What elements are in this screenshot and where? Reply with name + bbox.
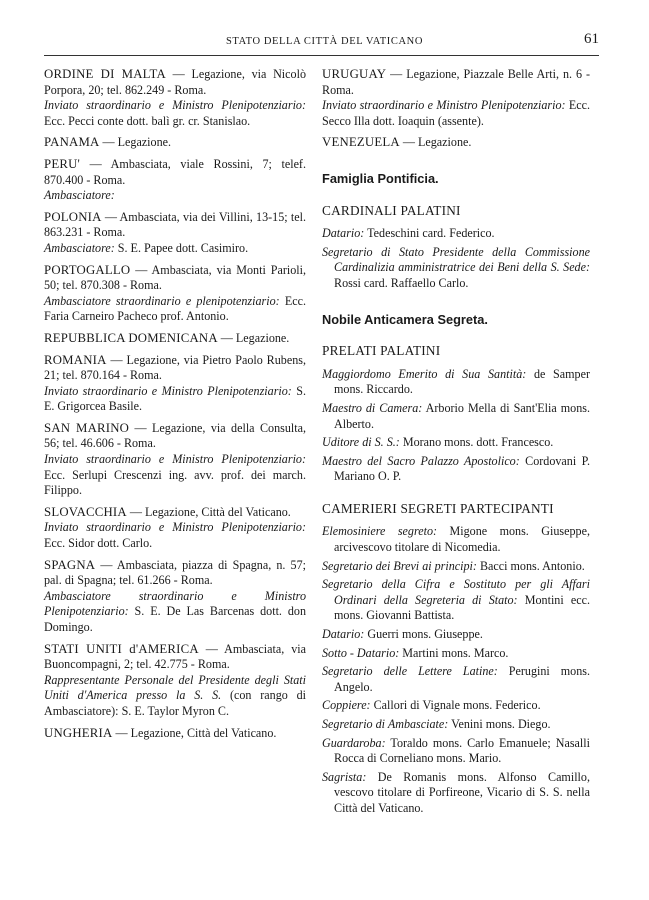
entry-person: Ecc. Serlupi Crescenzi ing. avv. prof. dei march. Filippo. xyxy=(44,467,306,498)
item-person: Callori di Vignale mons. Federico. xyxy=(370,698,541,713)
item-role: Coppiere: xyxy=(322,698,371,713)
entry-text: — Legazione, Piazzale Belle Arti, n. 6 - Roma. xyxy=(322,67,590,97)
list-item xyxy=(322,435,590,451)
entry-role: Inviato straordinario e Ministro Plenipotenziario: xyxy=(44,383,292,398)
entry-name: URUGUAY xyxy=(322,67,387,81)
list-item xyxy=(322,401,590,432)
entry-name: SPAGNA xyxy=(44,557,96,572)
entry-name: ROMANIA xyxy=(44,352,107,367)
right-top-entries xyxy=(322,67,590,151)
entry-name: PANAMA xyxy=(44,135,100,150)
list-item xyxy=(322,717,590,733)
list-item xyxy=(322,770,590,817)
directory-entry xyxy=(44,642,306,720)
page-number: 61 xyxy=(584,31,599,47)
subheading-cardinali: CARDINALI PALATINI xyxy=(322,202,461,218)
entry-person: S. E. De Las Barcenas dott. don Domingo. xyxy=(44,604,306,634)
item-role: Datario: xyxy=(322,627,365,642)
entry-role: Ambasciatore: xyxy=(44,188,115,203)
entry-person: Ecc. Secco Illa dott. Ioaquin (assente). xyxy=(322,98,591,128)
entry-text: — Legazione, via della Consulta, 56; tel. 46.606 - Roma. xyxy=(44,420,306,451)
list-item xyxy=(322,627,590,643)
directory-entry xyxy=(44,421,306,499)
entry-name: STATI UNITI d'AMERICA xyxy=(44,641,199,656)
right-column xyxy=(322,67,590,820)
entry-name: VENEZUELA xyxy=(322,135,400,150)
directory-entry xyxy=(44,263,306,325)
list-item xyxy=(322,698,590,714)
directory-entry xyxy=(322,135,590,151)
entry-role: Ambasciatore: xyxy=(44,240,115,255)
entry-role: Inviato straordinario e Ministro Plenipotenziario: xyxy=(44,452,306,467)
entry-text: — Ambasciata, viale Rossini, 7; telef. 870.400 - Roma. xyxy=(44,156,306,187)
item-role: Segretario delle Lettere Latine: xyxy=(322,664,498,679)
item-person: Rossi card. Raffaello Carlo. xyxy=(334,275,469,290)
entry-text: — Ambasciata, via Buoncompagni, 2; tel. 42.775 - Roma. xyxy=(44,641,306,672)
subheading-camerieri: CAMERIERI SEGRETI PARTECIPANTI xyxy=(322,500,554,516)
item-person: Toraldo mons. Carlo Emanuele; Nasalli Rocca di Corneliano mons. Mario. xyxy=(334,735,590,766)
list-item xyxy=(322,577,590,624)
list-item xyxy=(322,646,590,662)
subheading-prelati: PRELATI PALATINI xyxy=(322,343,441,359)
item-role: Uditore di S. S.: xyxy=(322,435,400,450)
entry-name: POLONIA xyxy=(44,209,102,224)
entry-name: PERU' xyxy=(44,156,81,171)
entry-role: Inviato straordinario e Ministro Plenipotenziario: xyxy=(44,520,306,535)
directory-entry xyxy=(44,210,306,257)
entry-role: Ambasciatore straordinario e plenipotenziario: xyxy=(44,293,280,308)
item-person: de Samper mons. Riccardo. xyxy=(334,366,590,397)
entry-text: — Legazione, Città del Vaticano. xyxy=(126,504,291,519)
directory-entry xyxy=(44,67,306,129)
item-role: Maestro del Sacro Palazzo Apostolico: xyxy=(322,453,520,468)
item-role: Segretario dei Brevi ai principi: xyxy=(322,558,477,573)
list-item xyxy=(322,664,590,695)
list-item xyxy=(322,524,590,555)
directory-entry xyxy=(44,353,306,415)
directory-entry xyxy=(44,331,306,347)
entry-person: Ecc. Faria Carneiro Pacheco prof. Antonio. xyxy=(44,293,306,324)
entry-role: Inviato straordinario e Ministro Plenipotenziario: xyxy=(322,98,566,113)
entry-name: SAN MARINO xyxy=(44,420,130,435)
item-person: Venini mons. Diego. xyxy=(448,717,551,731)
item-role: Datario: xyxy=(322,226,365,241)
section-heading-famiglia: Famiglia Pontificia. xyxy=(322,170,439,186)
item-person: Cordovani P. Mariano O. P. xyxy=(334,453,590,484)
entry-name: REPUBBLICA DOMENICANA xyxy=(44,330,218,345)
item-person: Arborio Mella di Sant'Elia mons. Alberto. xyxy=(334,400,590,431)
item-role: Maestro di Camera: xyxy=(322,400,423,415)
item-person: Bacci mons. Antonio. xyxy=(476,558,585,573)
anticamera-list xyxy=(322,367,590,485)
entry-text: — Ambasciata, via dei Villini, 13-15; tel. 863.231 - Roma. xyxy=(44,209,306,240)
item-person: Montini ecc. mons. Giovanni Battista. xyxy=(334,592,590,623)
entry-person: (con rango di Ambasciatore): S. E. Taylor Myron C. xyxy=(44,688,306,718)
item-person: Martini mons. Marco. xyxy=(399,645,509,660)
list-item xyxy=(322,226,590,242)
directory-entry xyxy=(44,558,306,636)
entry-text: — Legazione, via Pietro Paolo Rubens, 21; tel. 870.164 - Roma. xyxy=(44,352,306,383)
entry-text: — Ambasciata, via Monti Parioli, 50; tel. 870.308 - Roma. xyxy=(44,262,306,293)
item-role: Maggiordomo Emerito di Sua Santità: xyxy=(322,366,527,381)
section-heading-anticamera: Nobile Anticamera Segreta. xyxy=(322,311,488,327)
entry-person: Ecc. Sidor dott. Carlo. xyxy=(44,536,153,551)
item-role: Elemosiniere segreto: xyxy=(322,524,438,539)
entry-name: PORTOGALLO xyxy=(44,262,131,277)
entry-role: Inviato straordinario e Ministro Plenipotenziario: xyxy=(44,98,306,113)
entry-person: Ecc. Pecci conte dott. balì gr. cr. Stanislao. xyxy=(44,113,251,128)
running-header: STATO DELLA CITTÀ DEL VATICANO xyxy=(225,36,424,47)
list-item xyxy=(322,454,590,485)
directory-entry xyxy=(44,157,306,204)
entry-name: UNGHERIA xyxy=(44,725,113,740)
directory-entry xyxy=(44,505,306,552)
entry-role: Ambasciatore straordinario e Ministro Plenipotenziario: xyxy=(44,588,306,619)
header-rule xyxy=(44,55,599,56)
item-role: Sagrista: xyxy=(322,769,367,784)
item-person: Guerri mons. Giuseppe. xyxy=(364,627,483,642)
item-person: Morano mons. dott. Francesco. xyxy=(399,435,554,450)
entry-text: — Legazione. xyxy=(217,330,290,345)
item-person: Tedeschini card. Federico. xyxy=(364,226,495,241)
entry-text: — Legazione. xyxy=(399,135,472,150)
directory-entry xyxy=(44,135,306,151)
list-item xyxy=(322,245,590,292)
item-person: Perugini mons. Angelo. xyxy=(334,664,590,694)
item-role: Guardaroba: xyxy=(322,735,386,750)
camerieri-list xyxy=(322,524,590,816)
item-person: De Romanis mons. Alfonso Camillo, vescovo titolare di Porfireone, Vicario di S. S. nella Città del Vaticano. xyxy=(334,769,590,815)
item-role: Segretario della Cifra e Sostituto per gli Affari Ordinari della Segreteria di Stato: xyxy=(322,577,590,607)
directory-entry xyxy=(44,726,306,742)
entry-name: SLOVACCHIA xyxy=(44,504,127,519)
entry-text: — Ambasciata, piazza di Spagna, n. 57; pal. di Spagna; tel. 61.266 - Roma. xyxy=(44,557,306,588)
item-role: Segretario di Stato Presidente della Commissione Cardinalizia amministratrice dei Beni della S. Sede: xyxy=(322,244,590,275)
entry-person: S. E. Grigorcea Basile. xyxy=(44,383,306,414)
famiglia-list xyxy=(322,226,590,291)
entry-text: — Legazione, via Nicolò Porpora, 20; tel. 862.249 - Roma. xyxy=(44,67,306,97)
item-role: Segretario di Ambasciate: xyxy=(322,717,449,731)
list-item xyxy=(322,559,590,575)
entry-role: Rappresentante Personale del Presidente degli Stati Uniti d'America presso la S. S. xyxy=(44,672,306,703)
entry-text: — Legazione. xyxy=(99,135,172,150)
item-person: Migone mons. Giuseppe, arcivescovo titolare di Nicomedia. xyxy=(334,524,590,555)
left-column xyxy=(44,67,306,747)
entry-person: S. E. Papee dott. Casimiro. xyxy=(114,240,249,255)
item-role: Sotto - Datario: xyxy=(322,645,400,660)
list-item xyxy=(322,367,590,398)
entry-text: — Legazione, Città del Vaticano. xyxy=(112,725,277,740)
list-item xyxy=(322,736,590,767)
entry-name: ORDINE DI MALTA xyxy=(44,67,166,81)
directory-entry xyxy=(322,67,590,129)
